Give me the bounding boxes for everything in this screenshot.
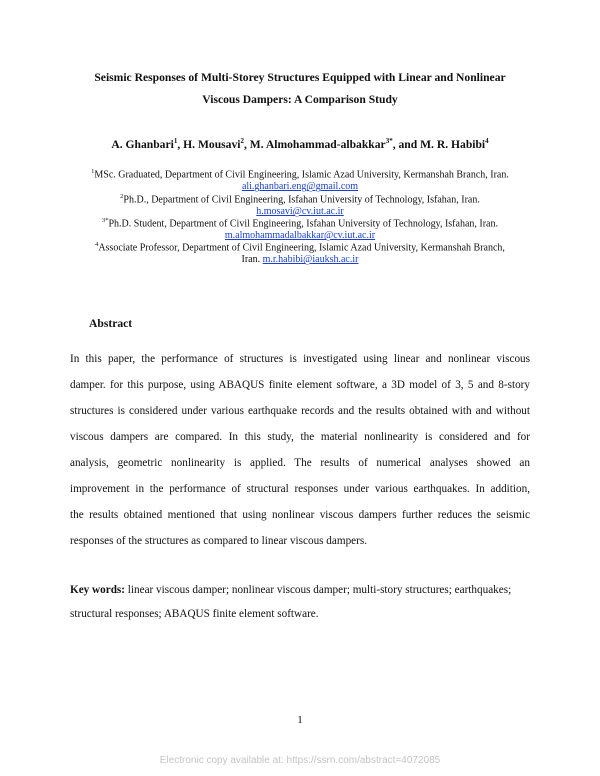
- email-link[interactable]: m.almohammadalbakkar@cv.iut.ac.ir: [224, 230, 376, 242]
- author-affiliation-mark: 4: [485, 137, 489, 145]
- abstract-line: damper. for this purpose, using ABAQUS finite element software, a 3D model of 3, 5 and 8-story: [70, 379, 530, 391]
- ssrn-footer: Electronic copy available at: https://ssrn.com/abstract=4072085: [159, 755, 441, 766]
- page-number: 1: [297, 714, 303, 726]
- abstract-line: analysis, geometric nonlinearity is applied. The results of numerical analyses showed an: [70, 457, 530, 469]
- abstract-line: the results obtained mentioned that using nonlinear viscous dampers further reduces the seismic: [70, 509, 530, 521]
- author-list: A. Ghanbari$^1$, H. Mousavi$^2$, M. Almohammad-albakkar$^{3*}$, and M. R. Habibi$^4$: [111, 137, 489, 151]
- abstract-line: viscous dampers are compared. In this study, the material nonlinearity is considered and for: [70, 431, 530, 443]
- keywords: [70, 578, 530, 626]
- author-affiliation-mark: 3*: [385, 137, 393, 145]
- abstract-heading: Abstract: [89, 317, 133, 330]
- author-name: M. Almohammad-albakkar: [249, 137, 386, 151]
- author-name: A. Ghanbari: [111, 137, 174, 151]
- keywords-text: structural responses; ABAQUS finite element software.: [70, 608, 319, 620]
- abstract-line: structures is considered under various earthquake records and the results obtained with and without: [70, 405, 530, 417]
- author-affiliation-mark: 1: [173, 137, 178, 145]
- author-name: H. Mousavi: [183, 137, 241, 151]
- affiliation-2: $^2$Ph.D., Department of Civil Engineering, Isfahan University of Technology, Isfahan, Iran. h.mosavi@cv.iut.ac.ir: [120, 193, 480, 218]
- affiliation-4: $^4$Associate Professor, Department of Civil Engineering, Islamic Azad University, Kermanshah Branch, Iran. m.r.habibi@iauksh.ac.ir: [95, 241, 505, 266]
- email-link[interactable]: h.mosavi@cv.iut.ac.ir: [256, 206, 344, 218]
- keywords-text: linear viscous damper; nonlinear viscous damper; multi-story structures; earthquakes;: [125, 584, 512, 596]
- email-link[interactable]: ali.ghanbari.eng@gmail.com: [241, 181, 359, 193]
- abstract-line: responses of the structures as compared to linear viscous dampers.: [70, 535, 368, 547]
- abstract-line: In this paper, the performance of structures is investigated using linear and nonlinear viscous: [70, 353, 530, 365]
- title-line-2: Viscous Dampers: A Comparison Study: [202, 93, 398, 106]
- affiliation-3: $^{3*}$Ph.D. Student, Department of Civil Engineering, Isfahan University of Technology, Isfahan, Iran. m.almohammadalbakkar@cv.iut.ac.ir: [102, 217, 498, 242]
- abstract-line: improvement in the performance of structural responses under various earthquakes. In addition,: [70, 483, 530, 495]
- keywords-label: Key words:: [70, 584, 125, 596]
- author-affiliation-mark: 2: [240, 137, 244, 145]
- title-line-1: Seismic Responses of Multi-Storey Structures Equipped with Linear and Nonlinear: [94, 71, 506, 84]
- abstract-body: [70, 346, 530, 554]
- affiliation-1: $^1$MSc. Graduated, Department of Civil Engineering, Islamic Azad University, Kermanshah Branch, Iran. ali.ghanbari.eng@gmail.com: [91, 168, 509, 193]
- author-name: M. R. Habibi: [420, 137, 486, 151]
- email-link[interactable]: m.r.habibi@iauksh.ac.ir: [262, 254, 359, 266]
